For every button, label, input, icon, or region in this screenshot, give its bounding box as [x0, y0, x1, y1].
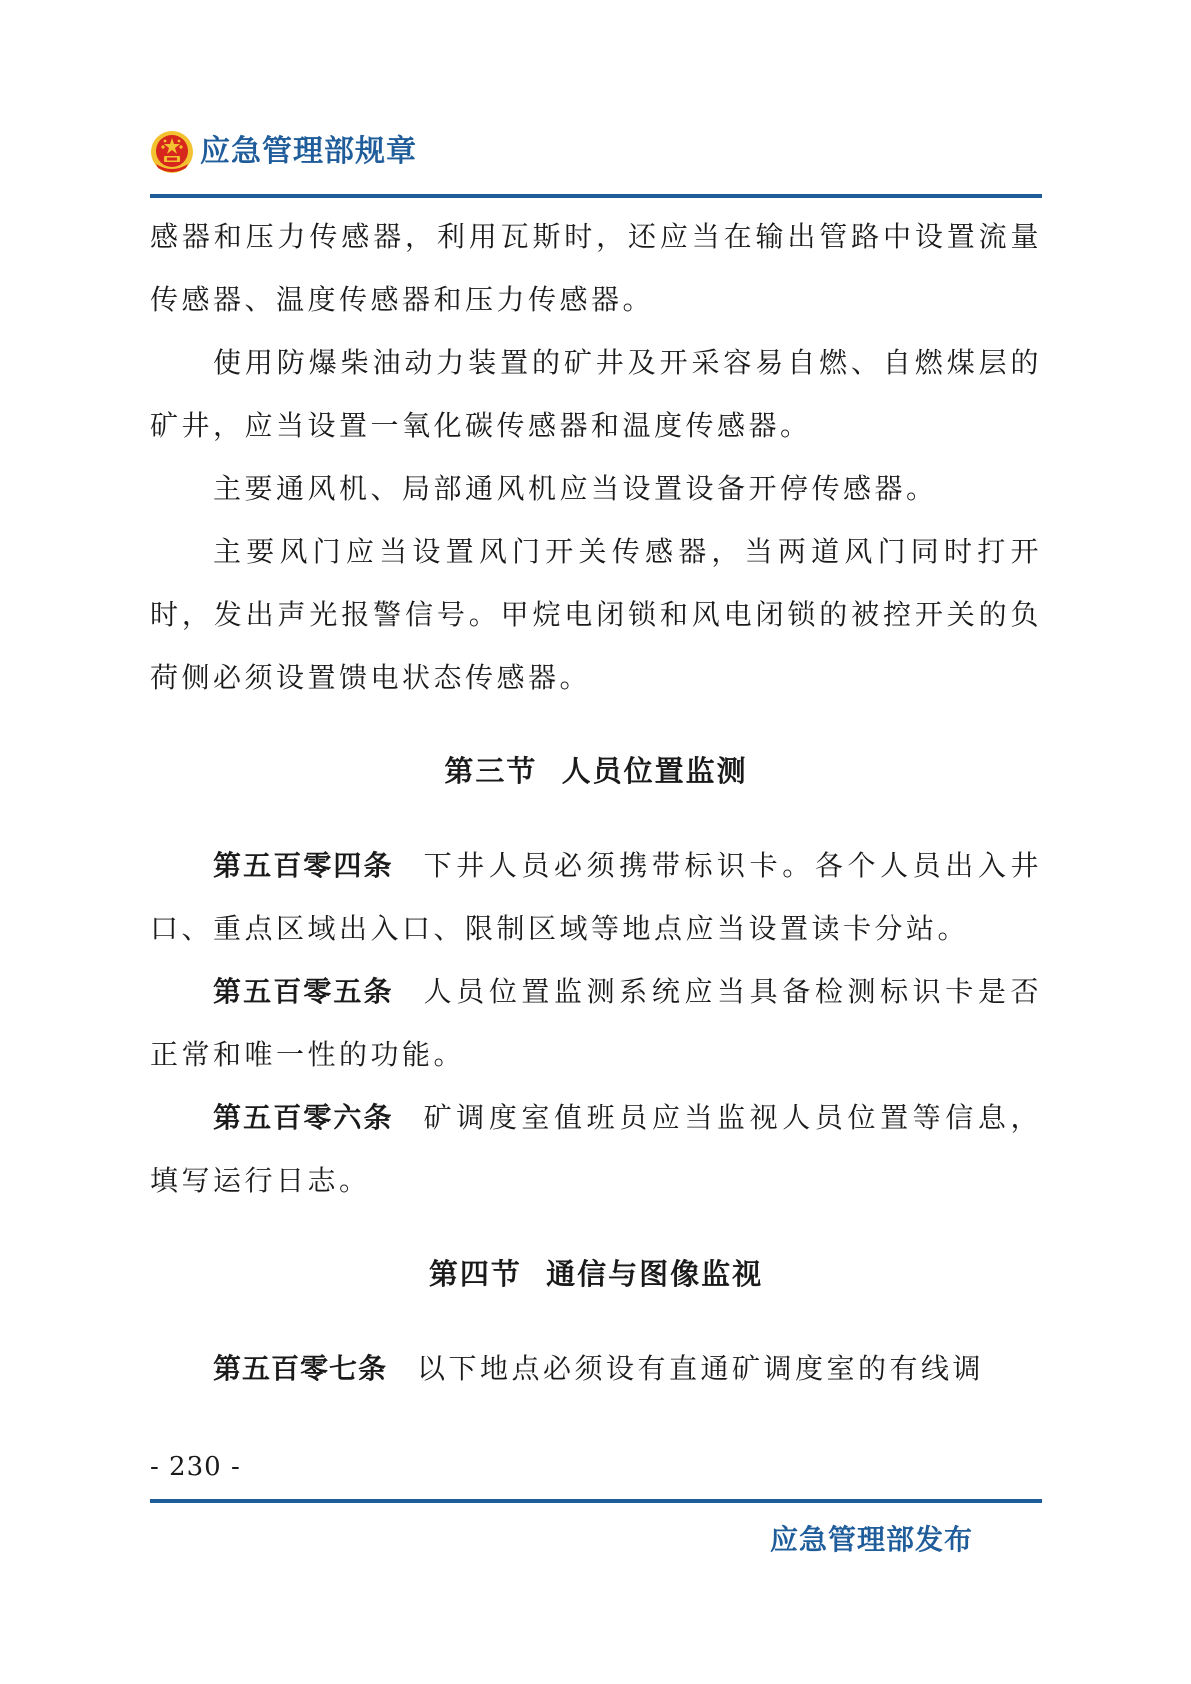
paragraph-fans: 主要通风机、局部通风机应当设置设备开停传感器。 [213, 472, 938, 505]
page-header [150, 128, 1042, 196]
article-text: 以下地点必须设有直通矿调度室的有线调 [417, 1352, 985, 1385]
article-number: 第五百零七条 [213, 1352, 388, 1385]
section-heading-4: 第四节 通信与图像监视 [428, 1257, 764, 1291]
header-divider [150, 194, 1042, 198]
footer-divider [150, 1499, 1042, 1503]
national-emblem-icon [150, 130, 194, 174]
article-text: 矿调度室值班员应当监视人员位置等信息，填写运行日志。 [150, 1101, 1042, 1197]
article-number: 第五百零四条 [213, 849, 394, 882]
article-number: 第五百零六条 [213, 1101, 394, 1134]
paragraph-continued: 感器和压力传感器，利用瓦斯时，还应当在输出管路中设置流量传感器、温度传感器和压力传感器。 [150, 220, 1042, 316]
article-text: 人员位置监测系统应当具备检测标识卡是否正常和唯一性的功能。 [150, 975, 1042, 1071]
section-heading-3: 第三节 人员位置监测 [444, 754, 748, 788]
article-number: 第五百零五条 [213, 975, 394, 1008]
article-506 [150, 1086, 1042, 1212]
paragraph-air-doors: 主要风门应当设置风门开关传感器，当两道风门同时打开时，发出声光报警信号。甲烷电闭锁和风电闭锁的被控开关的负荷侧必须设置馈电状态传感器。 [150, 535, 1042, 694]
document-body [150, 205, 1042, 1400]
article-504 [150, 834, 1042, 960]
paragraph-diesel-mines: 使用防爆柴油动力装置的矿井及开采容易自燃、自燃煤层的矿井，应当设置一氧化碳传感器和温度传感器。 [150, 346, 1042, 442]
article-507 [150, 1337, 1042, 1400]
page-number: - 230 - [150, 1452, 241, 1482]
article-text: 下井人员必须携带标识卡。各个人员出入井口、重点区域出入口、限制区域等地点应当设置读卡分站。 [150, 849, 1042, 945]
header-title: 应急管理部规章 [200, 134, 417, 169]
footer-publisher: 应急管理部发布 [769, 1523, 973, 1556]
article-505 [150, 960, 1042, 1086]
